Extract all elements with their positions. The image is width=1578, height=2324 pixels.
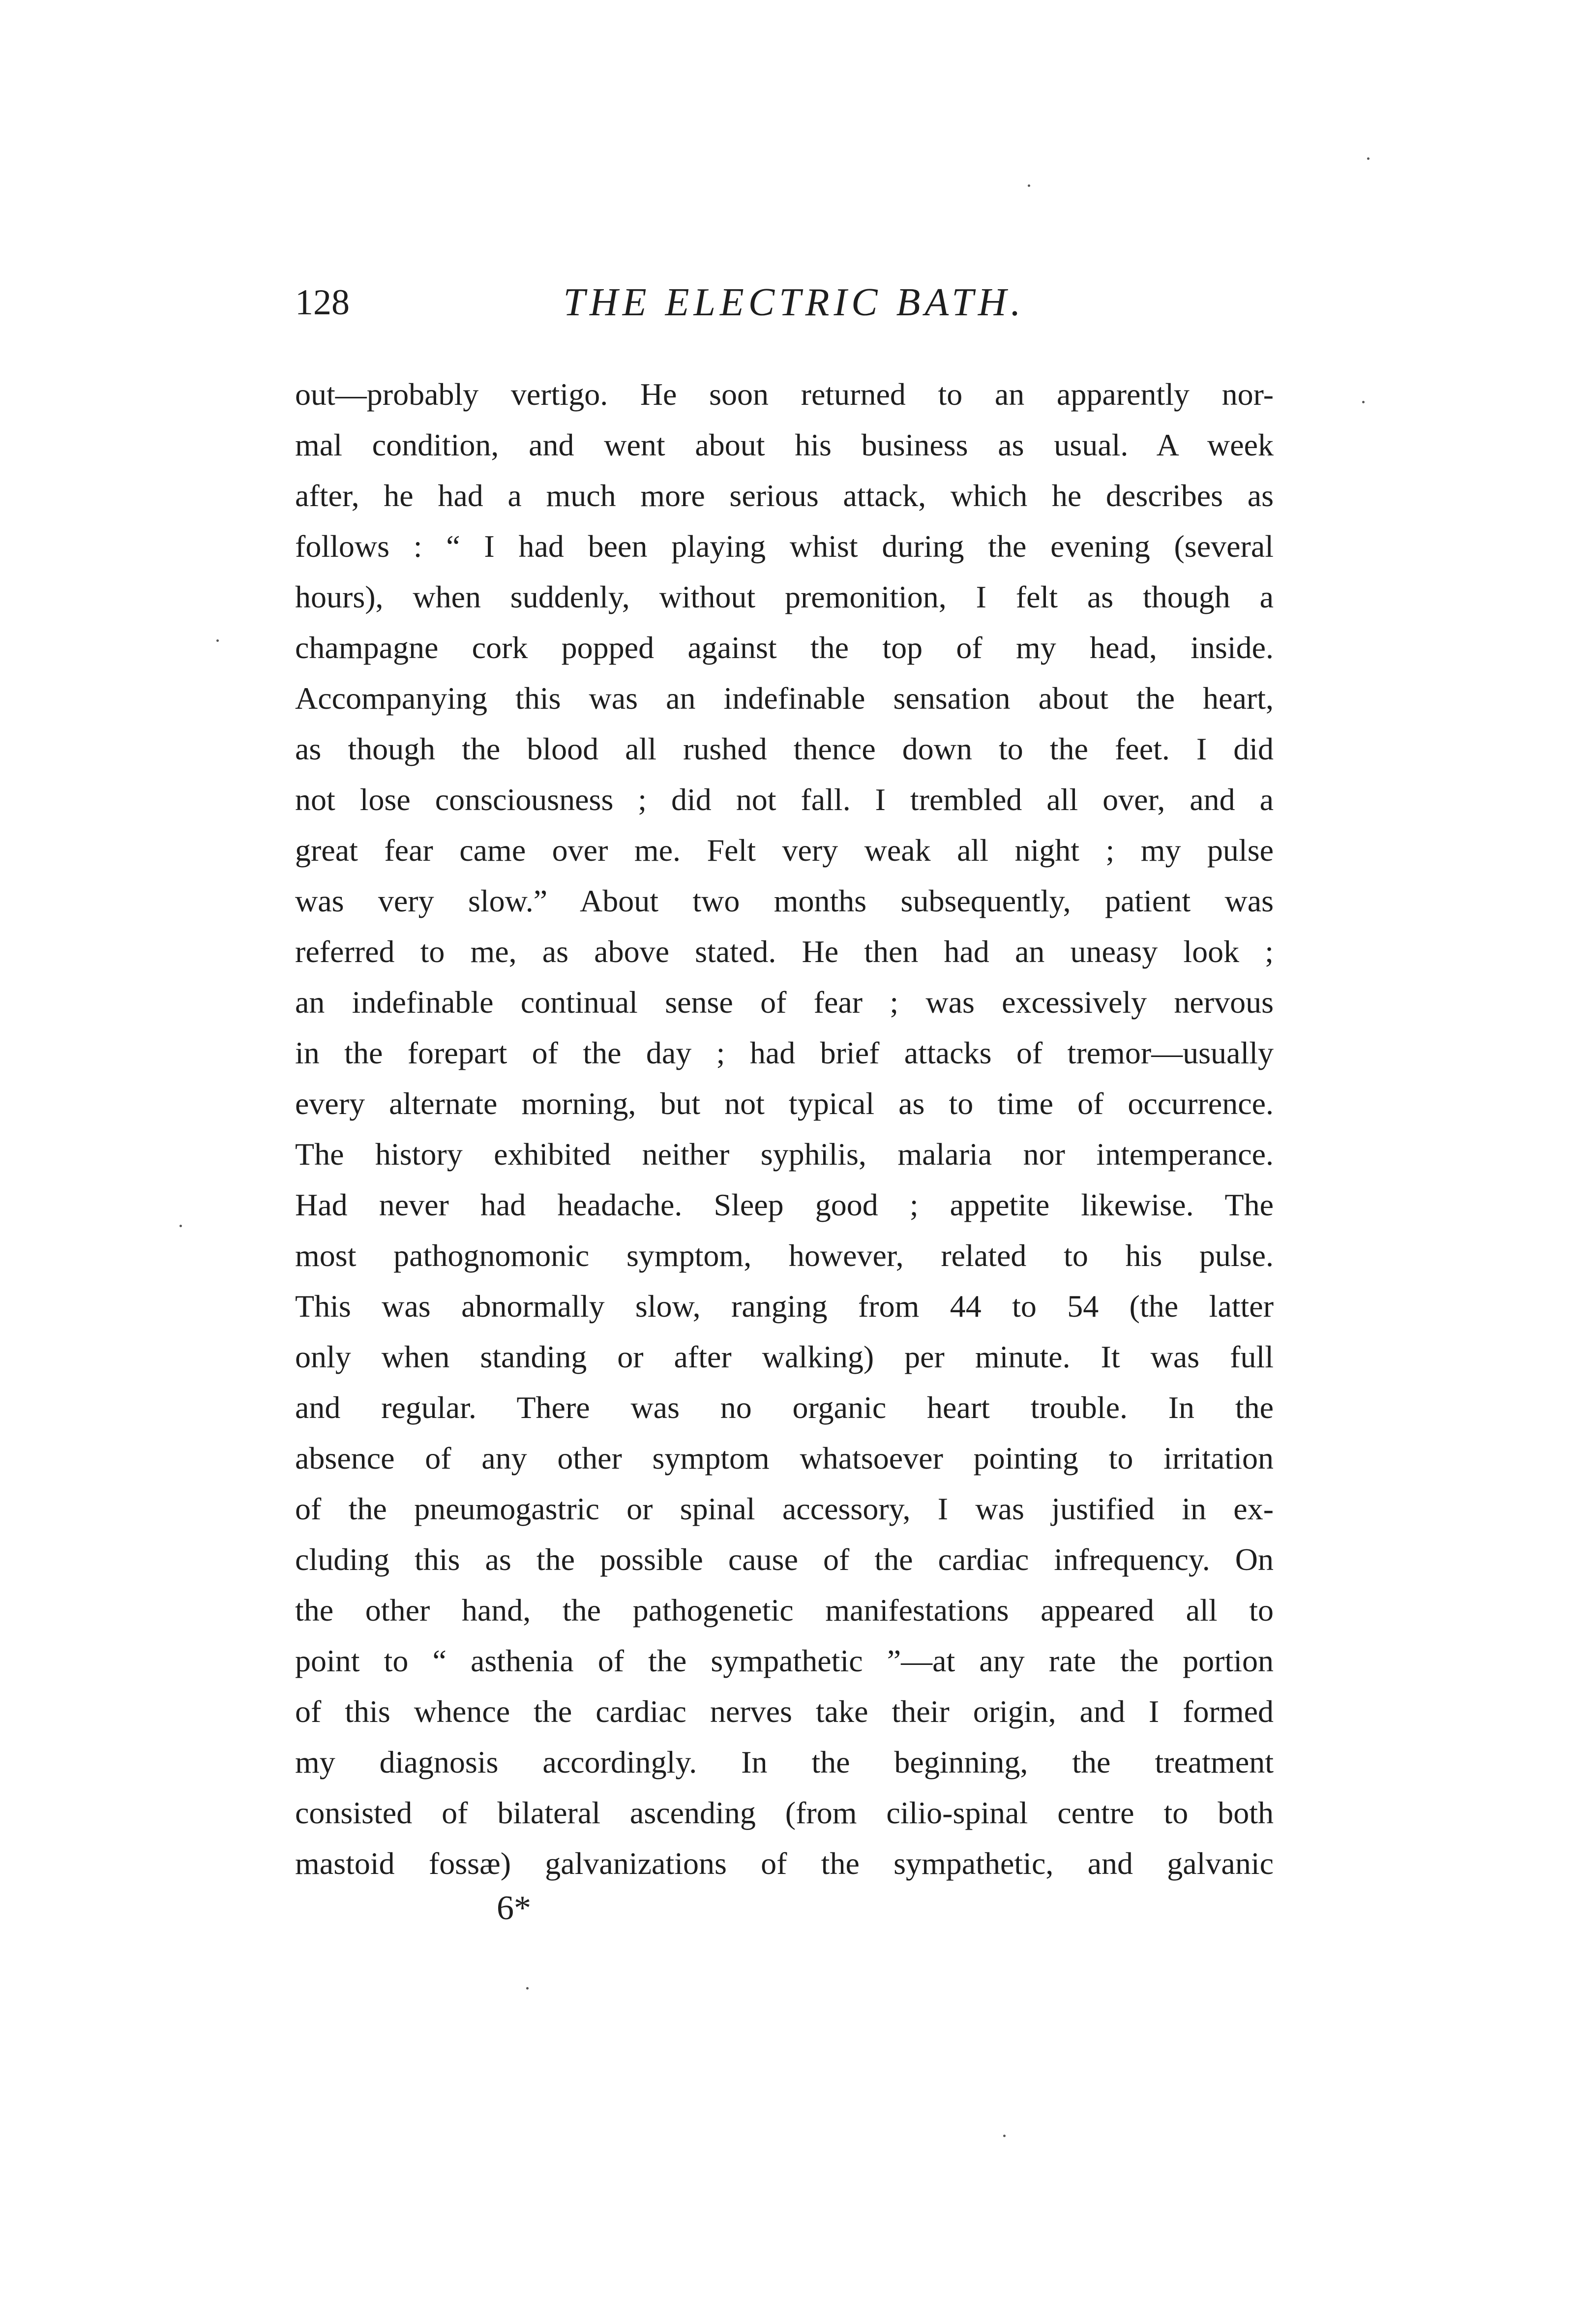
text-line: and regular. There was no organic heart trouble. In the [295,1390,1274,1425]
text-line: out—probably vertigo. He soon returned to an apparently nor- [295,377,1274,412]
scan-speck [179,1225,182,1227]
text-line: mastoid fossæ) galvanizations of the sympathetic, and galvanic [295,1846,1274,1881]
text-line: cluding this as the possible cause of the cardiac infrequency. On [295,1542,1274,1577]
page-number: 128 [295,282,350,323]
body-text [295,369,1274,1889]
text-line: This was abnormally slow, ranging from 44 to 54 (the latter [295,1289,1274,1324]
text-line: point to “ asthenia of the sympathetic ”—at any rate the portion [295,1643,1274,1678]
running-head [295,275,1274,330]
text-line: consisted of bilateral ascending (from cilio-spinal centre to both [295,1795,1274,1830]
text-line: The history exhibited neither syphilis, malaria nor intemperance. [295,1137,1274,1172]
text-line: follows : “ I had been playing whist during the evening (several [295,529,1274,564]
text-line: the other hand, the pathogenetic manifestations appeared all to [295,1593,1274,1628]
text-line: of this whence the cardiac nerves take their origin, and I formed [295,1694,1274,1729]
text-line: most pathognomonic symptom, however, related to his pulse. [295,1238,1274,1273]
signature-mark: 6* [497,1889,531,1927]
text-line: Had never had headache. Sleep good ; appetite likewise. The [295,1187,1274,1222]
text-line: after, he had a much more serious attack, which he describes as [295,478,1274,513]
text-line: mal condition, and went about his business as usual. A week [295,427,1274,462]
scan-speck [526,1987,529,1990]
scan-speck [1028,184,1030,187]
scan-speck [1362,401,1365,403]
text-line: absence of any other symptom whatsoever pointing to irritation [295,1441,1274,1476]
text-line: my diagnosis accordingly. In the beginning, the treatment [295,1745,1274,1780]
text-line: was very slow.” About two months subsequently, patient was [295,883,1274,918]
text-line: great fear came over me. Felt very weak all night ; my pulse [295,833,1274,868]
text-line: champagne cork popped against the top of my head, inside. [295,630,1274,665]
text-line: in the forepart of the day ; had brief attacks of tremor—usually [295,1035,1274,1070]
text-line: as though the blood all rushed thence down to the feet. I did [295,731,1274,766]
text-line: of the pneumogastric or spinal accessory, I was justified in ex- [295,1491,1274,1526]
text-line: not lose consciousness ; did not fall. I trembled all over, and a [295,782,1274,817]
text-line: referred to me, as above stated. He then had an uneasy look ; [295,934,1274,969]
text-line: an indefinable continual sense of fear ; was excessively nervous [295,985,1274,1020]
text-line: Accompanying this was an indefinable sensation about the heart, [295,681,1274,716]
running-title: THE ELECTRIC BATH. [563,281,1025,324]
text-line: every alternate morning, but not typical as to time of occurrence. [295,1086,1274,1121]
scan-speck [216,639,219,642]
scan-speck [1003,2135,1006,2137]
scan-speck [1367,157,1370,160]
text-line: hours), when suddenly, without premonition, I felt as though a [295,579,1274,614]
text-line: only when standing or after walking) per minute. It was full [295,1339,1274,1374]
